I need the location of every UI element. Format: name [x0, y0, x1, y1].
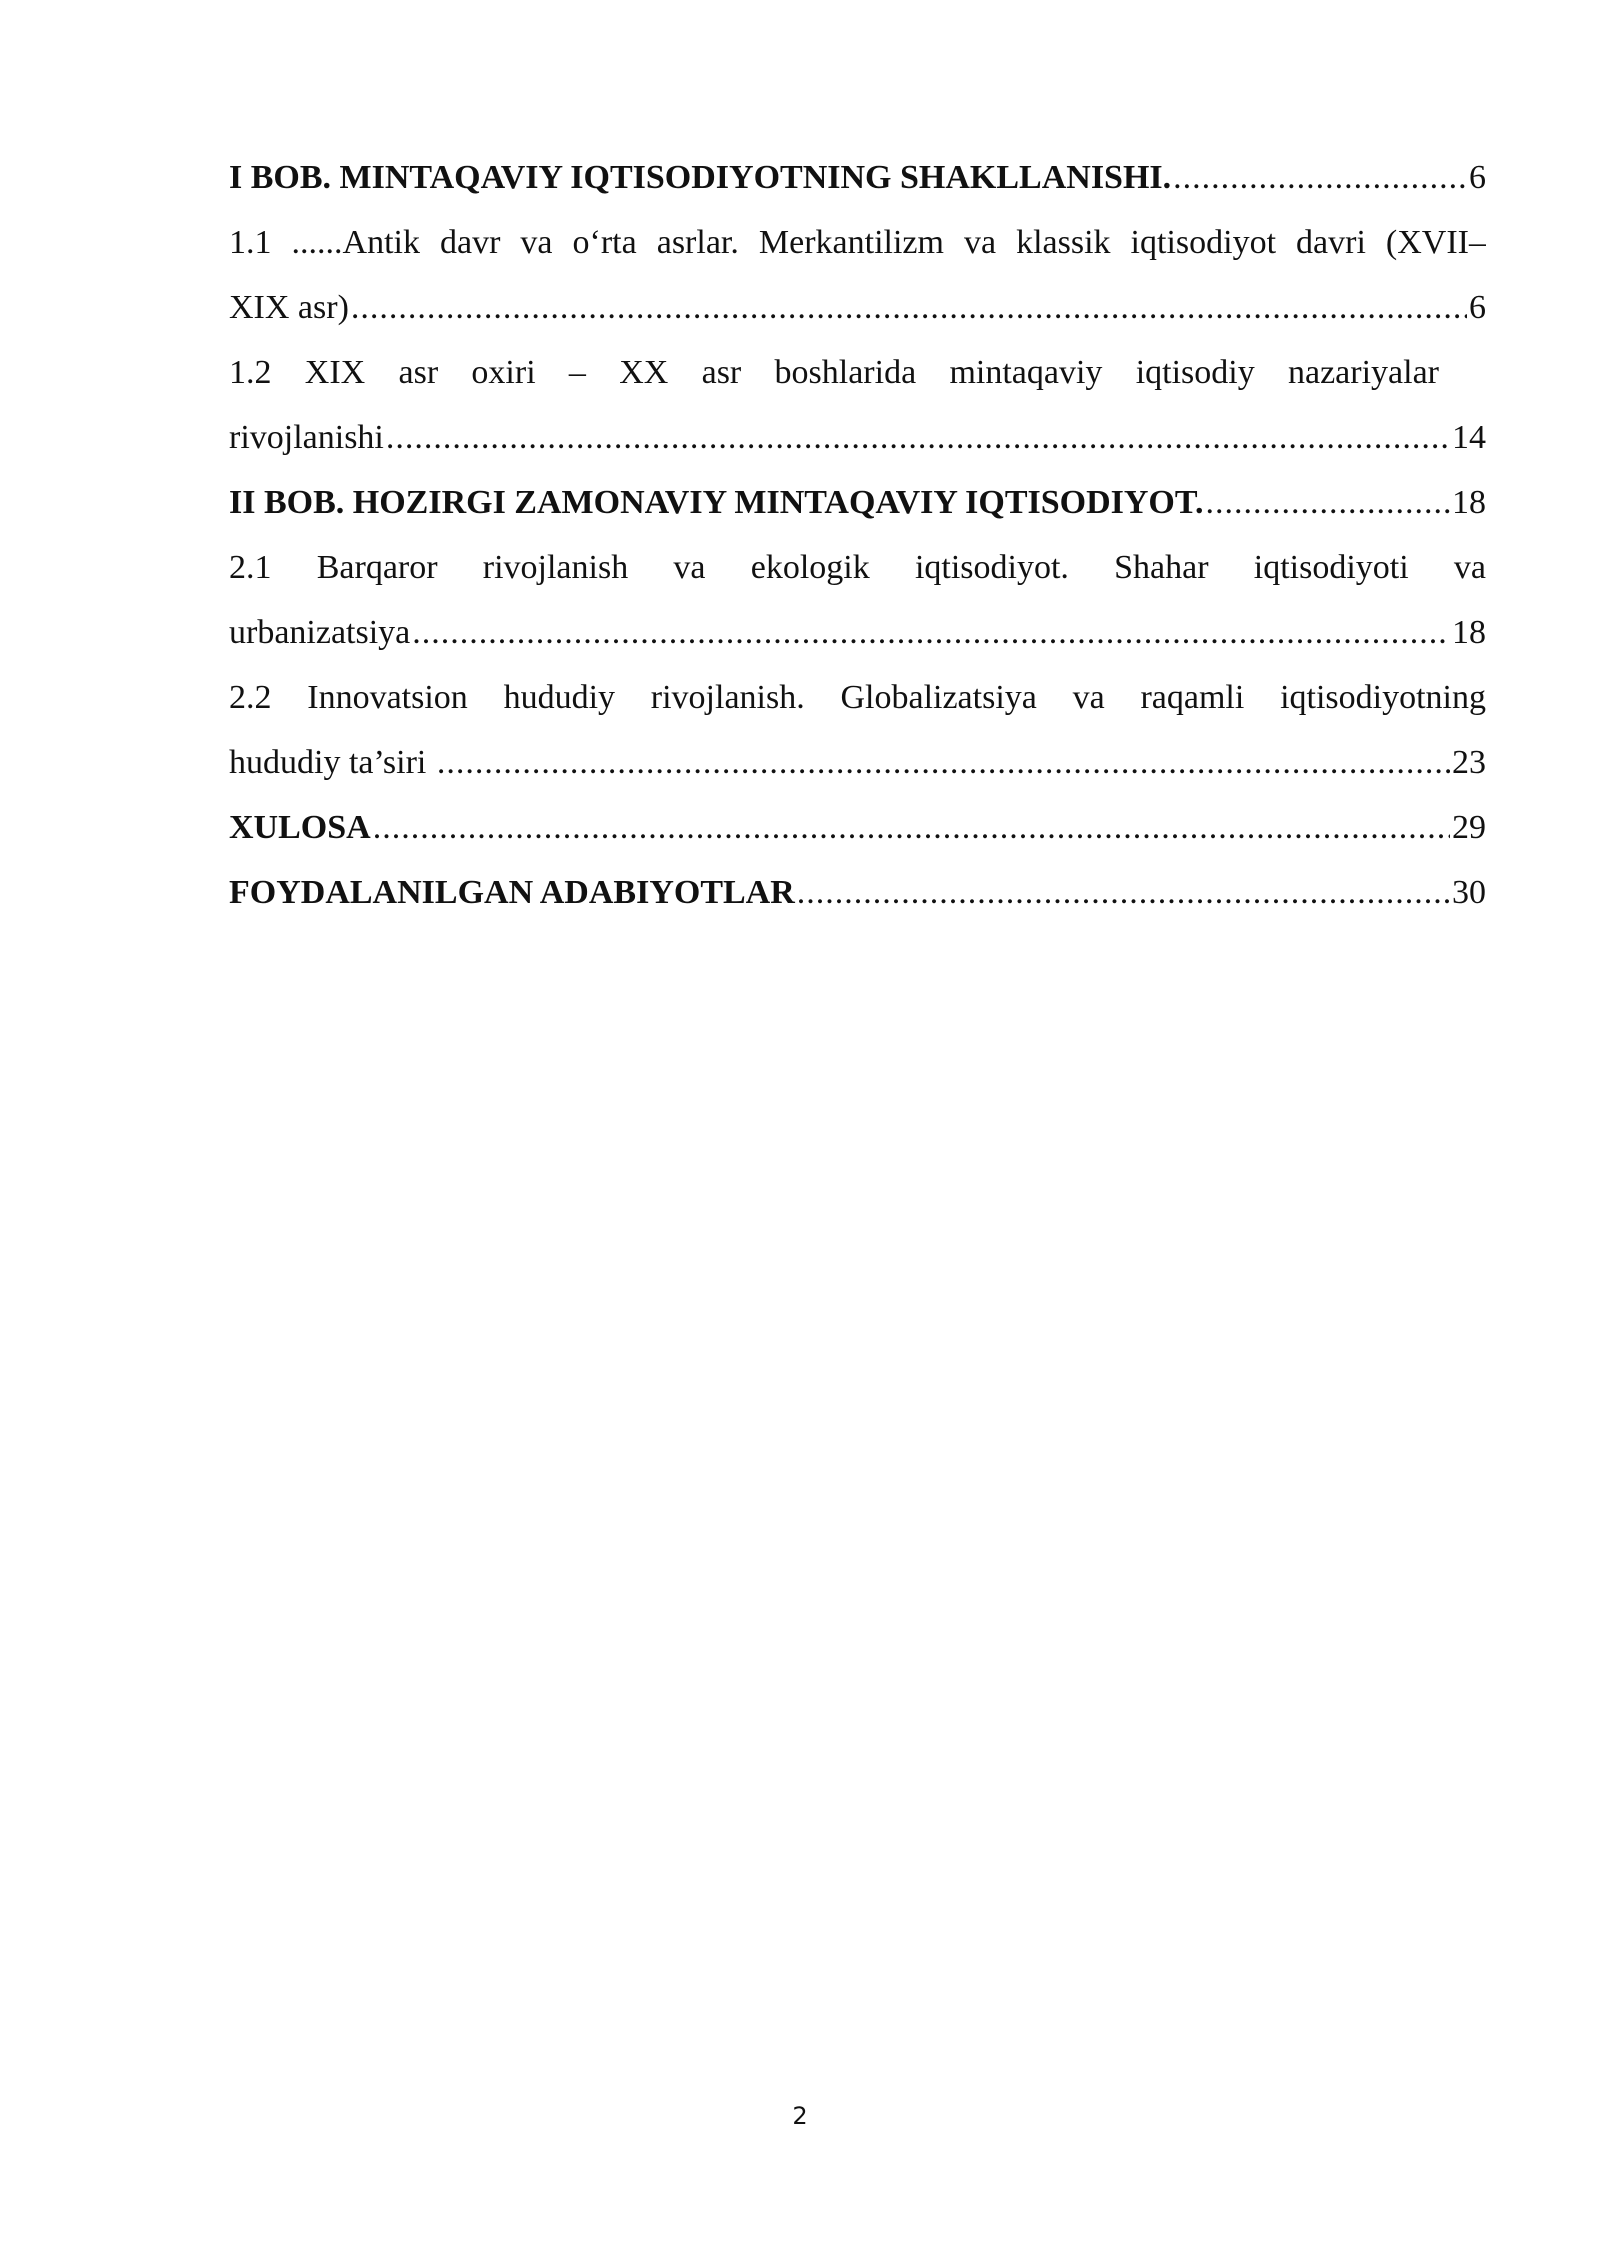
- toc-entry-title: II BOB. HOZIRGI ZAMONAVIY MINTAQAVIY IQTISODIYOT.: [229, 484, 1204, 521]
- toc-entry-page: 29: [1452, 809, 1486, 846]
- dot-leader: [437, 730, 1450, 795]
- page-number: 2: [792, 2102, 808, 2130]
- toc-entry-page: 30: [1452, 874, 1486, 911]
- dot-leader: [373, 795, 1450, 860]
- dot-leader: [351, 275, 1467, 340]
- toc-entry-title-line: 2.2 Innovatsion hududiy rivojlanish. Globalizatsiya va raqamli iqtisodiyotning: [229, 679, 1486, 716]
- dot-leader: [1173, 145, 1467, 210]
- toc-entry-page: 18: [1452, 484, 1486, 521]
- toc-entry-title-line: XIX asr): [229, 289, 349, 326]
- toc-entry-conclusion[interactable]: [229, 795, 1486, 860]
- toc-entry-title-line: 1.1 ......Antik davr va o‘rta asrlar. Merkantilizm va klassik iqtisodiyot davri (XVII–: [229, 224, 1486, 261]
- toc-entry-references[interactable]: [229, 860, 1486, 925]
- toc-entry-title-line: rivojlanishi: [229, 419, 384, 456]
- toc-entry-page: 23: [1452, 744, 1486, 781]
- toc-entry-page: 6: [1469, 289, 1486, 326]
- toc-entry-title-line: hududiy ta’siri: [229, 744, 435, 781]
- table-of-contents: [229, 145, 1486, 925]
- toc-entry-title-line: 2.1 Barqaror rivojlanish va ekologik iqtisodiyot. Shahar iqtisodiyoti va: [229, 549, 1486, 586]
- toc-entry-chapter-1[interactable]: [229, 145, 1486, 210]
- toc-entry-page: 18: [1452, 614, 1486, 651]
- toc-entry-page: 14: [1452, 419, 1486, 456]
- dot-leader: [1206, 470, 1450, 535]
- toc-entry-section-2-1[interactable]: [229, 535, 1486, 665]
- toc-entry-title: I BOB. MINTAQAVIY IQTISODIYOTNING SHAKLLANISHI.: [229, 159, 1172, 196]
- toc-entry-section-1-1[interactable]: [229, 210, 1486, 340]
- toc-entry-title-line: 1.2 XIX asr oxiri – XX asr boshlarida mintaqaviy iqtisodiy nazariyalar: [229, 354, 1439, 391]
- toc-entry-title: XULOSA: [229, 809, 371, 846]
- toc-entry-title-line: urbanizatsiya: [229, 614, 411, 651]
- toc-entry-title: FOYDALANILGAN ADABIYOTLAR: [229, 874, 795, 911]
- toc-entry-section-1-2[interactable]: [229, 340, 1486, 470]
- toc-entry-page: 6: [1469, 159, 1486, 196]
- dot-leader: [386, 405, 1450, 470]
- dot-leader: [797, 860, 1450, 925]
- toc-entry-chapter-2[interactable]: [229, 470, 1486, 535]
- toc-entry-section-2-2[interactable]: [229, 665, 1486, 795]
- dot-leader: [412, 600, 1450, 665]
